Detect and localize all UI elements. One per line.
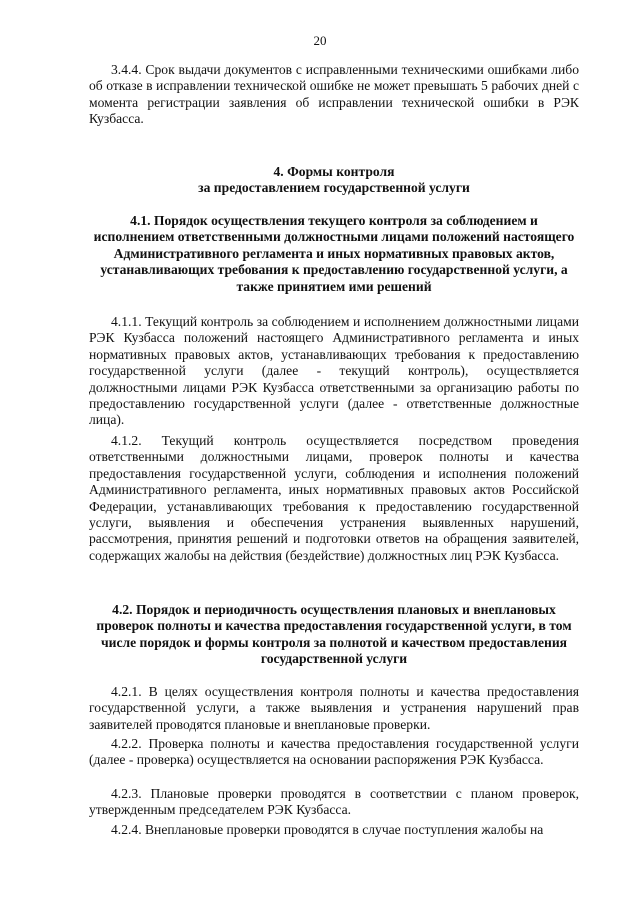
section-4-title-line2: за предоставлением государственной услуги (198, 180, 470, 196)
paragraph-4-2-3: 4.2.3. Плановые проверки проводятся в соответствии с планом проверок, утвержденным председателем РЭК Кузбасса. (89, 786, 579, 818)
paragraph-4-2-1: 4.2.1. В целях осуществления контроля полноты и качества предоставления государственной услуги, а также выявления и устранения нарушений прав заявителей проводятся плановые и внеплановые проверки. (89, 684, 579, 732)
section-4-title (89, 164, 579, 197)
paragraph-3-4-4: 3.4.4. Срок выдачи документов с исправленными техническими ошибками либо об отказе в исправлении технической ошибке не может превышать 5 рабочих дней с момента регистрации заявления об исправлении технической ошибки в РЭК Кузбасса. (89, 62, 579, 127)
subsection-4-1-heading: 4.1. Порядок осуществления текущего контроля за соблюдением и исполнением ответственными должностными лицами положений настоящего Административного регламента и иных нормативных правовых актов, устанавливающих требования к предоставлению государственной услуги, а также принятием ими решений (93, 213, 575, 294)
paragraph-4-1-1: 4.1.1. Текущий контроль за соблюдением и исполнением должностными лицами РЭК Кузбасса положений настоящего Административного регламента и иных нормативных правовых актов, устанавливающих требования к предоставлению государственной услуги (далее - текущий контроль), осуществляется должностными лицами РЭК Кузбасса ответственными за организацию работы по предоставлению государственной услуги (далее - ответственные должностные лица). (89, 314, 579, 428)
section-4-title-line1: 4. Формы контроля (273, 164, 395, 179)
paragraph-4-2-4: 4.2.4. Внеплановые проверки проводятся в случае поступления жалобы на (111, 822, 544, 837)
paragraph-4-1-2: 4.1.2. Текущий контроль осуществляется посредством проведения ответственными должностными лицами, проверок полноты и качества предоставления государственной услуги, соблюдения и исполнения положений Административного регламента, иных нормативных правовых актов Российской Федерации, устанавливающих требования к предоставлению государственной услуги, выявления и обеспечения устранения выявленных нарушений, рассмотрения, принятия решений и подготовки ответов на обращения заявителей, содержащих жалобы на действия (бездействие) должностных лиц РЭК Кузбасса. (89, 433, 579, 563)
paragraph-4-2-2: 4.2.2. Проверка полноты и качества предоставления государственной услуги (далее - проверка) осуществляется на основании распоряжения РЭК Кузбасса. (89, 736, 579, 768)
page-number: 20 (313, 33, 327, 48)
subsection-4-2-heading: 4.2. Порядок и периодичность осуществления плановых и внеплановых проверок полноты и качества предоставления государственной услуги, в том числе порядок и формы контроля за полнотой и качеством предоставления государственной услуги (96, 602, 572, 667)
